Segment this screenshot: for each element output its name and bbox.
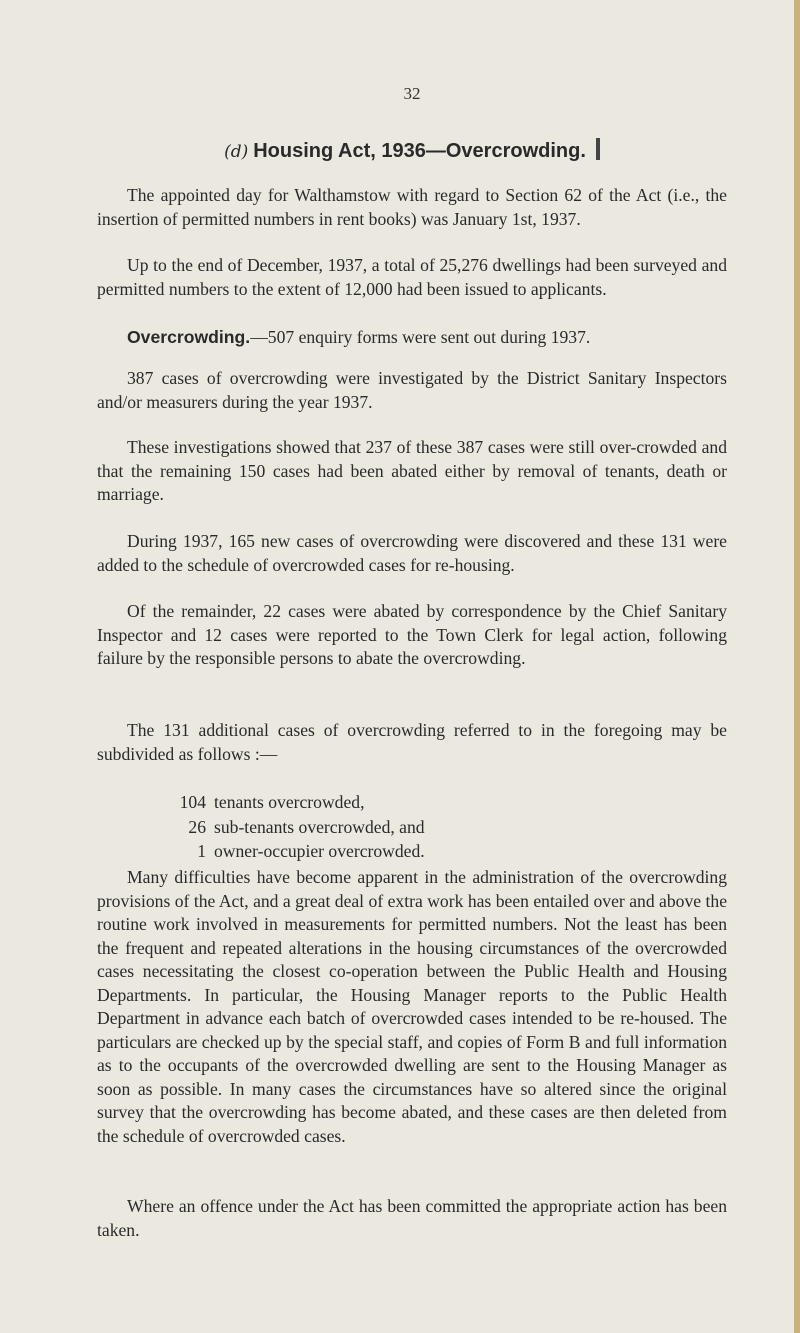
page-number: 32 (403, 84, 421, 103)
paragraph-appointed-day: The appointed day for Walthamstow with regard to Section 62 of the Act (i.e., the insertion of permitted numbers in rent books) was January 1st, 1937. (97, 185, 727, 229)
list-item (97, 790, 727, 815)
list-item-number: 104 (179, 792, 206, 812)
enquiry-forms-text: —507 enquiry forms were sent out during 1937. (250, 327, 591, 347)
paragraph-difficulties: Many difficulties have become apparent in the administration of the overcrowding provisions of the Act, and a great deal of extra work has been entailed over and above the routine work involved in measurements for permitted numbers. Not the least has been the frequent and repeated alterations in the housing circumstances of the overcrowded cases necessitating the closest co-operation between the Public Health and Housing Departments. In particular, the Housing Manager reports to the Public Health Department in advance each batch of overcrowded cases intended to be re-housed. The particulars are checked up by the special staff, and copies of Form B and full information as to the occupants of the overcrowded dwelling are sent to the Housing Manager as soon as possible. In many cases the circumstances have so altered since the original survey that the overcrowding has become abated, and these cases are then deleted from the schedule of overcrowded cases. (97, 867, 727, 1146)
paragraph-cases-investigated: 387 cases of overcrowding were investigated by the District Sanitary Inspectors and/or measurers during the year 1937. (97, 368, 727, 412)
paragraph-offence-action: Where an offence under the Act has been committed the appropriate action has been taken. (97, 1196, 727, 1240)
section-heading (97, 138, 727, 163)
page-edge (794, 0, 800, 1333)
list-item (97, 839, 727, 864)
list-item-number: 26 (188, 816, 206, 837)
paragraph-remainder: Of the remainder, 22 cases were abated by correspondence by the Chief Sanitary Inspector and 12 cases were reported to the Town Clerk for legal action, following failure by the responsible persons to abate the overcrowding. (97, 601, 727, 668)
list-item-text: owner-occupier overcrowded. (214, 841, 425, 861)
margin-mark (596, 138, 600, 160)
paragraph-survey-total: Up to the end of December, 1937, a total of 25,276 dwellings had been surveyed and permitted numbers to the extent of 12,000 had been issued to applicants. (97, 255, 727, 299)
paragraph-investigation-results: These investigations showed that 237 of these 387 cases were still over-crowded and that the remaining 150 cases had been abated either by removal of tenants, death or marriage. (97, 437, 727, 504)
section-label: (d) (224, 142, 249, 162)
paragraph-enquiry-forms (97, 326, 727, 350)
paragraph-subdivision-intro: The 131 additional cases of overcrowding referred to in the foregoing may be subdivided as follows :— (97, 720, 727, 764)
list-item-text: tenants overcrowded, (214, 792, 365, 812)
list-item-number: 1 (197, 841, 206, 861)
subdivision-list (97, 790, 727, 864)
section-title: Housing Act, 1936—Overcrowding. (253, 140, 586, 162)
overcrowding-lead: Overcrowding. (127, 327, 251, 347)
list-item-text: sub-tenants overcrowded, and (214, 816, 425, 837)
paragraph-new-cases: During 1937, 165 new cases of overcrowding were discovered and these 131 were added to the schedule of overcrowded cases for re-housing. (97, 531, 727, 575)
list-item (97, 815, 727, 840)
